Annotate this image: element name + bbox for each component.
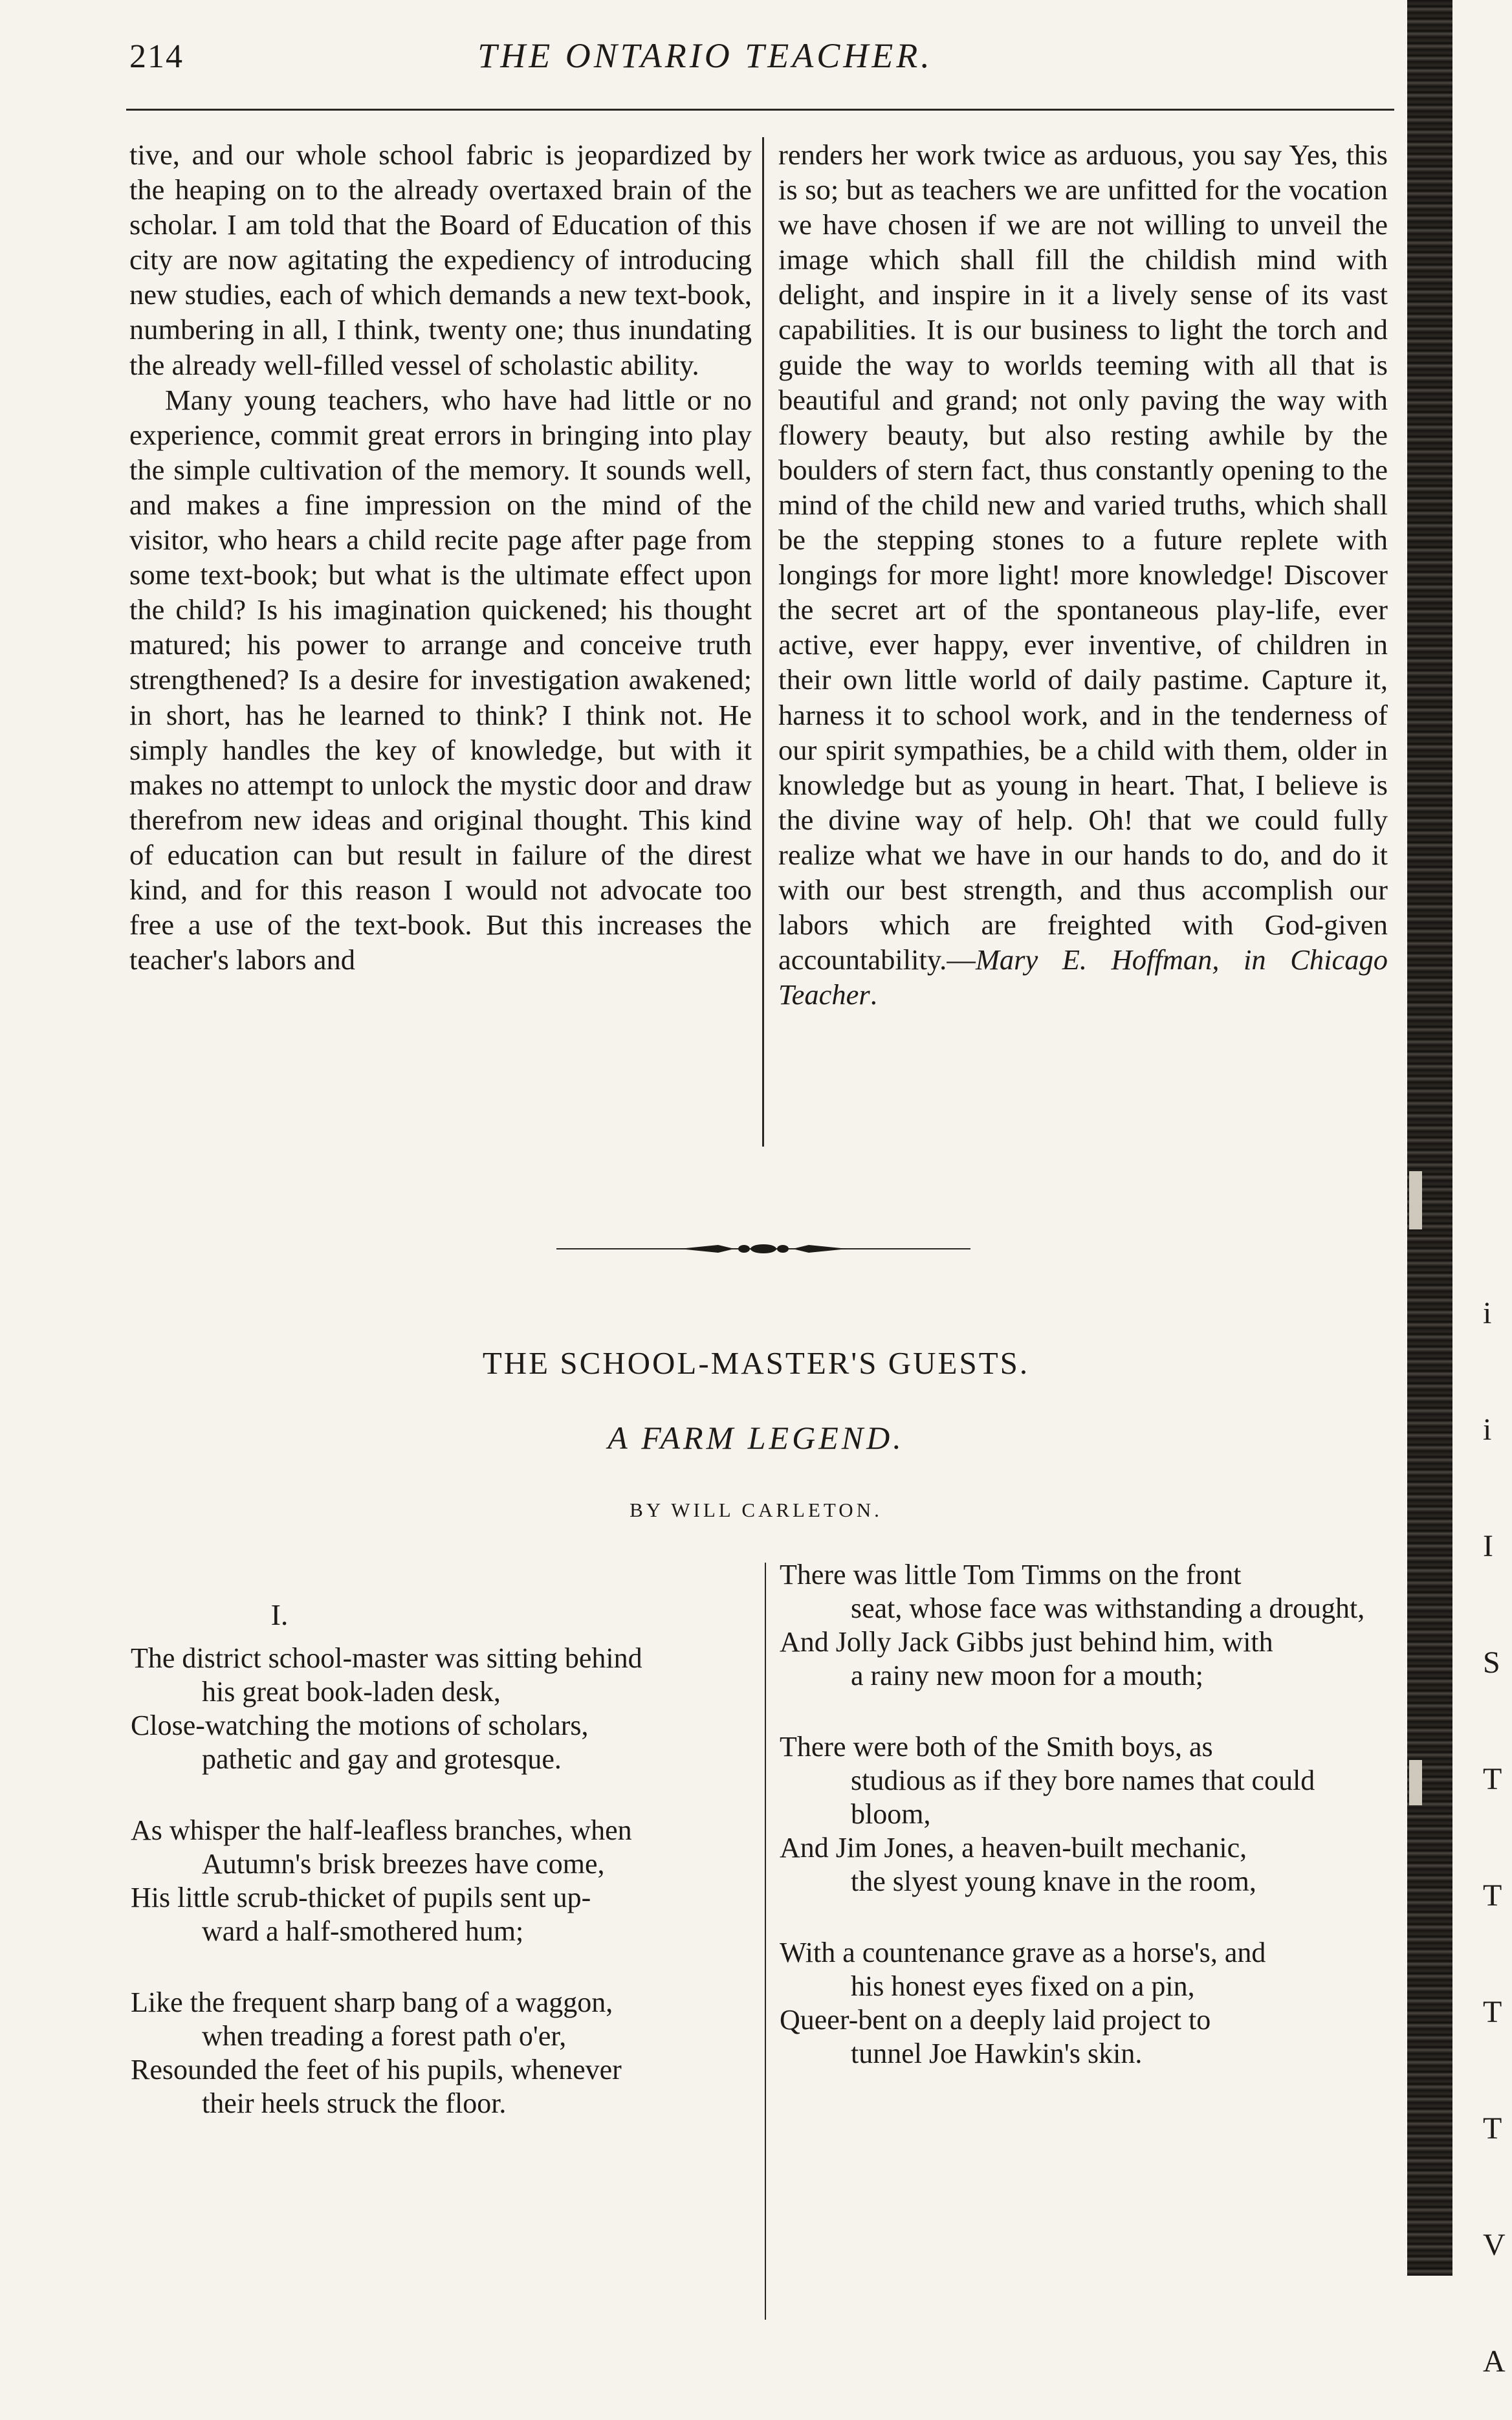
margin-fragment: S — [1483, 1645, 1500, 1680]
attribution-author: Mary E. Hoffman — [975, 943, 1212, 976]
verse-line: There was little Tom Timms on the front — [780, 1559, 1242, 1590]
stanza — [131, 1986, 752, 2120]
running-title: THE ONTARIO TEACHER. — [477, 36, 933, 75]
verse-line: pathetic and gay and grotesque. — [202, 1743, 562, 1775]
margin-fragment: i — [1483, 1296, 1492, 1330]
right-paragraph-text: renders her work twice as arduous, you say Yes, this is so; but as teachers we are unfitted for the vocation we have chosen if we are not willing to unveil the image which shall fill the childish mind with delight, and inspire in it a lively sense of its vast capabilities. It is our business to light the torch and guide the way to worlds teeming with all that is beautiful and grand; not only paving the way with flowery beauty, but also resting awhile by the boulders of stern fact, thus constantly opening to the mind of the child new and varied truths, which shall be the stepping stones to a future replete with longings for more light! more knowledge! Discover the secret art of the spontaneous play-life, ever active, ever happy, ever inventive, of children in their own little world of daily pastime. Capture it, harness it to school work, and in the tenderness of our spirit sympathies, be a child with them, older in knowledge but as young in heart. That, I believe is the divine way of help. Oh! that we could fully realize what we have in our hands to do, and do it with our best strength, and thus accomplish our labors which are freighted with God-given accountability. — [778, 138, 1388, 976]
stanza — [780, 1936, 1394, 2071]
verse-line: Resounded the feet of his pupils, whenever — [131, 2054, 622, 2085]
ornament-divider-icon — [556, 1236, 970, 1262]
stanza — [131, 1814, 752, 1948]
verse-line: His little scrub-thicket of pupils sent up- — [131, 1882, 591, 1913]
attribution-dash: — — [947, 943, 976, 976]
binding-highlight — [1409, 1171, 1422, 1229]
poem-left-column — [131, 1598, 752, 2158]
verse-line: Queer-bent on a deeply laid project to — [780, 2004, 1211, 2036]
verse-line: the slyest young knave in the room, — [851, 1865, 1256, 1897]
verse-line: As whisper the half-leafless branches, when — [131, 1814, 632, 1846]
left-paragraph-2: Many young teachers, who have had little or no experience, commit great errors in bringing into play the simple cultivation of the memory. It sounds well, and makes a fine impression on the mind of the visitor, who hears a child recite page after page from some text-book; but what is the ultimate effect upon the child? Is his imagination quickened; his thought matured; his power to arrange and conceive truth strengthened? Is a desire for investigation awakened; in short, has he learned to think? I think not. He simply handles the key of knowledge, but with it makes no attempt to unlock the mystic door and draw therefrom new ideas and original thought. This kind of education can but result in failure of the direst kind, and for this reason I would not advocate too free a use of the text-book. But this increases the teacher's labors and — [129, 383, 752, 976]
right-column — [778, 137, 1388, 1012]
margin-fragment: T — [1483, 1878, 1502, 1913]
margin-fragment: T — [1483, 1995, 1502, 2029]
verse-line: Autumn's brisk breezes have come, — [202, 1848, 605, 1880]
margin-fragment: V — [1483, 2228, 1506, 2262]
poem-column-divider — [765, 1563, 766, 2320]
margin-fragment: A — [1483, 2344, 1506, 2379]
verse-line: their heels struck the floor. — [202, 2087, 507, 2119]
verse-line: And Jim Jones, a heaven-built mechanic, — [780, 1832, 1247, 1864]
margin-fragment: T — [1483, 2111, 1502, 2146]
attribution-in: , in — [1212, 943, 1291, 976]
adjacent-page-margin-text — [1483, 1255, 1512, 2420]
margin-fragment: T — [1483, 1762, 1502, 1796]
verse-line: when treading a forest path o'er, — [202, 2020, 567, 2052]
margin-fragment: i — [1483, 1413, 1492, 1447]
page-number: 214 — [129, 38, 184, 75]
verse-line: seat, whose face was withstanding a drought, — [851, 1592, 1365, 1624]
poem-byline: BY WILL CARLETON. — [630, 1499, 882, 1521]
verse-line: There were both of the Smith boys, as — [780, 1731, 1213, 1763]
verse-line: ward a half-smothered hum; — [202, 1915, 524, 1947]
verse-line: a rainy new moon for a mouth; — [851, 1660, 1203, 1691]
verse-line: his honest eyes fixed on a pin, — [851, 1970, 1195, 2002]
verse-line: The district school-master was sitting behind — [131, 1642, 642, 1674]
stanza — [131, 1642, 752, 1776]
stanza — [780, 1730, 1394, 1898]
stanza — [780, 1558, 1394, 1693]
verse-line: With a countenance grave as a horse's, and — [780, 1937, 1266, 1968]
column-divider — [762, 137, 764, 1147]
poem-subtitle: A FARM LEGEND. — [608, 1420, 904, 1456]
page-binding-edge — [1407, 0, 1452, 2276]
verse-line: Like the frequent sharp bang of a waggon, — [131, 1986, 613, 2018]
left-paragraph-1: tive, and our whole school fabric is jeopardized by the heaping on to the already overtaxed brain of the scholar. I am told that the Board of Education of this city are now agitating the expediency of introducing new studies, each of which demands a new text-book, numbering in all, I think, twenty one; thus inundating the already well-filled vessel of scholastic ability. — [129, 138, 752, 381]
poem-right-column — [780, 1558, 1394, 2108]
attribution-end: . — [870, 978, 877, 1011]
binding-highlight — [1409, 1760, 1422, 1805]
poem-title: THE SCHOOL-MASTER'S GUESTS. — [482, 1345, 1030, 1381]
margin-fragment: I — [1483, 1529, 1493, 1563]
verse-line: And Jolly Jack Gibbs just behind him, with — [780, 1626, 1273, 1658]
right-paragraph — [778, 137, 1388, 1012]
attribution-source: Chicago Teacher — [778, 943, 1388, 1011]
left-column — [129, 137, 752, 977]
verse-line: his great book-laden desk, — [202, 1676, 501, 1708]
verse-line: studious as if they bore names that could bloom, — [851, 1765, 1315, 1830]
poem-section-number: I. — [270, 1598, 289, 1631]
header-rule — [126, 109, 1394, 111]
verse-line: Close-watching the motions of scholars, — [131, 1710, 589, 1741]
verse-line: tunnel Joe Hawkin's skin. — [851, 2038, 1143, 2069]
